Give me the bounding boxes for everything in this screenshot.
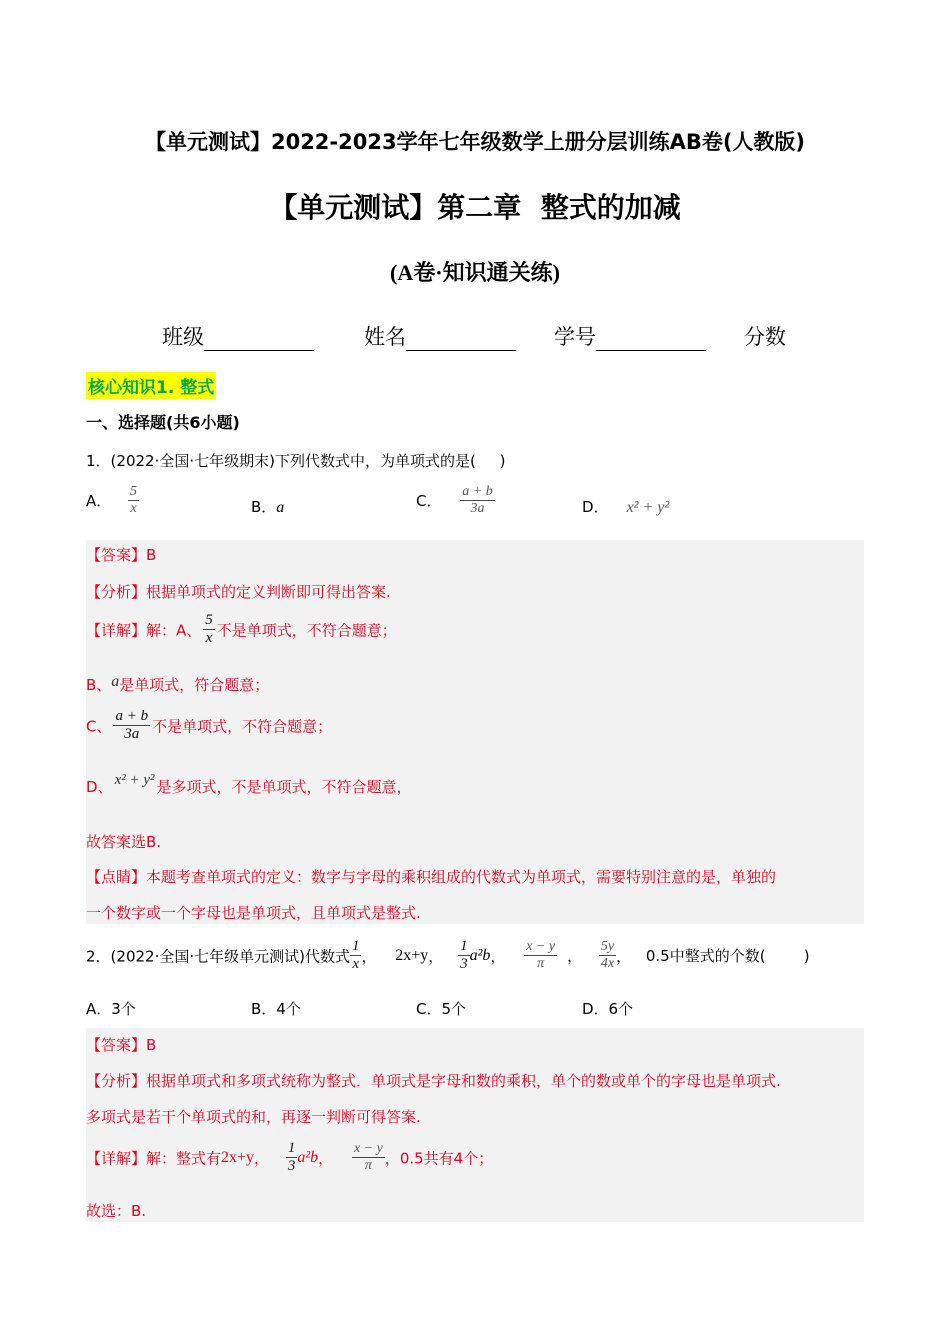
- info-id-label: 学号: [554, 325, 596, 349]
- frac-den: 3: [287, 1158, 296, 1175]
- frac-den: π: [364, 1158, 372, 1174]
- info-id-blank[interactable]: [596, 330, 706, 351]
- q2-expr-5: [599, 939, 616, 972]
- q1-detail-a-tail: 不是单项式，不符合题意；: [216, 621, 397, 640]
- q2-detail-expr-1: 2x+y: [221, 1148, 255, 1166]
- q2-stem: 2．(2022·全国·七年级单元测试)代数式 $\frac{1}{x}$ ， 2x+y， $\frac{1}{3}$ a²b， $\frac{x - y}{\pi}$ ， $\frac{5y}{4x}$ ， 0.5中整式的个数( ): [86, 938, 810, 973]
- q2-expr-4: [524, 939, 557, 972]
- q1-stem: 1．(2022·全国·七年级期末)下列代数式中，为单项式的是( ): [86, 452, 506, 470]
- q1-detail-b-expr: a: [111, 673, 120, 690]
- subtitle: (A卷·知识通关练): [390, 260, 560, 285]
- q2-analysis-line2: 多项式是若干个单项式的和，再逐一判断可得答案.: [86, 1108, 421, 1126]
- q1-detail-c-tail: 不是单项式，不符合题意；: [152, 717, 333, 736]
- frac-num: x − y: [524, 939, 557, 956]
- q2-detail-prefix: 【详解】解：整式有: [86, 1149, 222, 1168]
- q1-option-c-frac: [460, 484, 494, 517]
- q1-detail-d-expr: x² + y²: [114, 772, 155, 788]
- q1-option-c-label: C．: [416, 492, 442, 511]
- q1-option-c[interactable]: [416, 484, 495, 517]
- info-id: [554, 321, 706, 351]
- q2-detail-frac: [286, 1140, 298, 1176]
- q2-stem-prefix: 2．(2022·全国·七年级单元测试)代数式: [86, 947, 350, 966]
- q2-expr-3-tail: a²b: [469, 946, 491, 964]
- q2-detail-frac-tail: a²b: [297, 1148, 319, 1166]
- frac-den: 3a: [470, 501, 485, 517]
- q1-detail-d: [86, 772, 412, 797]
- q1-detail-c-frac: [113, 708, 150, 744]
- q1-option-b-expr: a: [276, 499, 285, 516]
- frac-den: x: [205, 630, 213, 647]
- q1-option-d-expr: x² + y²: [626, 499, 670, 516]
- q1-answer: 【答案】B: [86, 546, 157, 564]
- q1-option-b-label: B．: [251, 498, 277, 516]
- q1-option-d-label: D．: [582, 498, 609, 516]
- info-name: [364, 321, 516, 351]
- q1-option-a[interactable]: [86, 484, 139, 517]
- info-name-blank[interactable]: [406, 330, 516, 351]
- q1-option-d[interactable]: [582, 496, 669, 517]
- q2-conclusion: 故选：B.: [86, 1202, 147, 1220]
- frac-den: 3a: [124, 726, 140, 743]
- q1-remark-line2: 一个数字或一个字母也是单项式，且单项式是整式.: [86, 904, 421, 922]
- q2-option-d[interactable]: D．6个: [582, 1000, 634, 1018]
- info-score: [744, 321, 786, 351]
- info-name-label: 姓名: [364, 325, 406, 349]
- q1-option-a-frac: [128, 484, 139, 517]
- q1-conclusion: 故答案选B.: [86, 833, 162, 851]
- q1-detail-prefix: 【详解】解：A、: [86, 621, 202, 640]
- frac-den: π: [537, 956, 545, 972]
- frac-num: 5: [128, 484, 139, 501]
- frac-den: x: [352, 956, 360, 973]
- info-score-label: 分数: [744, 325, 786, 349]
- frac-num: 1: [350, 938, 362, 956]
- q2-stem-suffix: 0.5中整式的个数( ): [645, 947, 810, 966]
- q1-remark-line1: 【点睛】本题考查单项式的定义：数字与字母的乘积组成的代数式为单项式，需要特别注意的是，单独的: [86, 868, 777, 886]
- q1-detail-b-tail: 是单项式，符合题意；: [119, 676, 270, 694]
- frac-num: 1: [286, 1140, 298, 1158]
- section-tag: 核心知识1. 整式: [86, 372, 216, 399]
- q2-detail: 【详解】解：整式有2x+y， $\frac{1}{3}$ a²b， $\frac{x - y}{\pi}$ ，0.5共有4个；: [86, 1140, 494, 1175]
- q2-expr-3: [458, 938, 470, 974]
- q1-option-b[interactable]: [251, 496, 284, 517]
- chapter-title: 【单元测试】第二章 整式的加减: [269, 191, 681, 224]
- frac-num: a + b: [113, 708, 150, 726]
- frac-den: 4x: [600, 956, 615, 972]
- part-heading: 一、选择题(共6小题): [86, 413, 240, 432]
- frac-den: 3: [460, 956, 468, 973]
- q2-expr-1: [350, 938, 362, 974]
- q2-detail-frac2: [352, 1141, 385, 1174]
- frac-num: 1: [458, 938, 470, 956]
- info-class-label: 班级: [162, 325, 204, 349]
- q1-detail-d-prefix: D、: [86, 778, 113, 796]
- q1-option-a-label: A．: [86, 492, 112, 511]
- info-class: [162, 321, 314, 351]
- q2-expr-2: 2x+y: [395, 946, 429, 964]
- q2-option-c[interactable]: C．5个: [416, 1000, 467, 1018]
- info-class-blank[interactable]: [204, 330, 314, 351]
- q2-detail-suffix: ，0.5共有4个；: [384, 1149, 494, 1168]
- frac-num: a + b: [460, 484, 494, 501]
- q2-option-b[interactable]: B．4个: [251, 1000, 301, 1018]
- q1-detail-c: [86, 708, 332, 744]
- frac-num: x − y: [352, 1141, 385, 1158]
- q2-option-a[interactable]: A．3个: [86, 1000, 136, 1018]
- frac-den: x: [130, 501, 137, 517]
- q2-analysis-line1: 【分析】根据单项式和多项式统称为整式．单项式是字母和数的乘积，单个的数或单个的字母也是单项式.: [86, 1072, 781, 1090]
- q1-detail-b-prefix: B、: [86, 676, 112, 694]
- frac-num: 5y: [599, 939, 616, 956]
- series-title: 【单元测试】2022-2023学年七年级数学上册分层训练AB卷(人教版): [144, 130, 806, 154]
- q1-detail-d-tail: 是多项式，不是单项式，不符合题意，: [156, 778, 412, 796]
- q1-detail-c-prefix: C、: [86, 717, 112, 736]
- frac-num: 5: [203, 612, 215, 630]
- q1-detail-a: [86, 612, 397, 648]
- q2-answer: 【答案】B: [86, 1036, 157, 1054]
- q1-analysis: 【分析】根据单项式的定义判断即可得出答案.: [86, 583, 391, 601]
- q1-detail-b: [86, 674, 269, 695]
- q1-detail-a-frac: [203, 612, 215, 648]
